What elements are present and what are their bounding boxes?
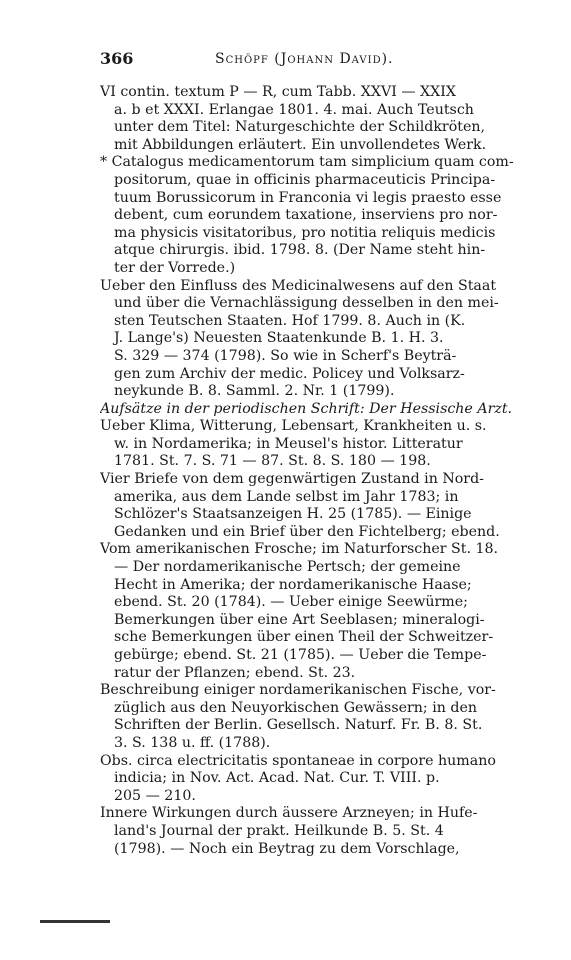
text-line: VI contin. textum P — R, cum Tabb. XXVI — XXIX: [100, 84, 456, 100]
text-line: gen zum Archiv der medic. Policey und Volksarz-: [114, 365, 465, 382]
text-line: indicia; in Nov. Act. Acad. Nat. Cur. T. VIII. p.: [114, 770, 440, 787]
text-line: gebürge; ebend. St. 21 (1785). — Ueber die Tempe-: [114, 647, 487, 663]
ink-smudge-mark: [40, 920, 110, 923]
text-line: (1798). — Noch ein Beytrag zu dem Vorschlage,: [114, 840, 460, 857]
text-line: tuum Borussicorum in Franconia vi legis praesto esse: [114, 189, 502, 206]
running-head: Schöpf (Johann David).: [215, 51, 394, 67]
text-line: * Catalogus medicamentorum tam simplicium quam com-: [100, 154, 514, 171]
text-line: J. Lange's) Neuesten Staatenkunde B. 1. H. 3.: [114, 330, 444, 347]
text-line: debent, cum eorundem taxatione, inserviens pro nor-: [114, 207, 498, 224]
text-line: Schlözer's Staatsanzeigen H. 25 (1785). — Einige: [114, 506, 472, 523]
text-line: Ueber den Einfluss des Medicinalwesens auf den Staat: [100, 277, 497, 294]
text-line: 1781. St. 7. S. 71 — 87. St. 8. S. 180 — 198.: [114, 453, 431, 470]
text-line: ebend. St. 20 (1784). — Ueber einige Seewürme;: [114, 594, 468, 611]
text-line: Schriften der Berlin. Gesellsch. Naturf. Fr. B. 8. St.: [114, 717, 483, 734]
text-line: amerika, aus dem Lande selbst im Jahr 1783; in: [114, 488, 459, 505]
text-line: neykunde B. 8. Samml. 2. Nr. 1 (1799).: [114, 383, 395, 400]
text-line: atque chirurgis. ibid. 1798. 8. (Der Name steht hin-: [114, 242, 486, 259]
text-line: Obs. circa electricitatis spontaneae in corpore humano: [100, 752, 496, 769]
text-line: 3. S. 138 u. ff. (1788).: [114, 734, 271, 751]
text-line: — Der nordamerikanische Pertsch; der gemeine: [114, 559, 461, 576]
text-line: w. in Nordamerika; in Meusel's histor. Litteratur: [114, 435, 463, 452]
text-line: Ueber Klima, Witterung, Lebensart, Krankheiten u. s.: [100, 418, 487, 435]
text-line: sten Teutschen Staaten. Hof 1799. 8. Auch in (K.: [114, 312, 466, 329]
text-line: Gedanken und ein Brief über den Fichtelberg; ebend.: [114, 523, 500, 540]
text-line: Hecht in Amerika; der nordamerikanische Haase;: [114, 576, 472, 593]
text-line: unter dem Titel: Naturgeschichte der Schildkröten,: [114, 119, 485, 136]
text-line: Vom amerikanischen Frosche; im Naturforscher St. 18.: [100, 541, 499, 558]
text-line: Aufsätze in der periodischen Schrift: Der Hessische Arzt.: [100, 400, 513, 417]
text-line: positorum, quae in officinis pharmaceuticis Principa-: [114, 171, 496, 188]
text-line: ratur der Pflanzen; ebend. St. 23.: [114, 664, 356, 681]
text-line: S. 329 — 374 (1798). So wie in Scherf's Beyträ-: [114, 347, 457, 364]
text-line: land's Journal der prakt. Heilkunde B. 5. St. 4: [114, 822, 444, 839]
text-line: Vier Briefe von dem gegenwärtigen Zustand in Nord-: [100, 471, 484, 488]
text-line: Innere Wirkungen durch äussere Arzneyen; in Hufe-: [100, 805, 478, 822]
page-number: 366: [100, 49, 134, 68]
text-line: sche Bemerkungen über einen Theil der Schweitzer-: [114, 629, 494, 646]
text-line: 205 — 210.: [114, 787, 196, 804]
text-line: ter der Vorrede.): [114, 259, 236, 276]
text-line: a. b et XXXI. Erlangae 1801. 4. mai. Auch Teutsch: [114, 101, 474, 118]
text-line: mit Abbildungen erläutert. Ein unvollendetes Werk.: [114, 136, 487, 153]
text-line: und über die Vernachlässigung desselben in den mei-: [114, 295, 499, 312]
text-line: Bemerkungen über eine Art Seeblasen; mineralogi-: [114, 611, 485, 628]
bibliography-text: [100, 84, 520, 858]
text-line: Beschreibung einiger nordamerikanischen Fische, vor-: [100, 682, 496, 699]
text-line: ma physicis visitatoribus, pro notitia reliquis medicis: [114, 224, 496, 241]
text-line: züglich aus den Neuyorkischen Gewässern; in den: [114, 699, 478, 716]
